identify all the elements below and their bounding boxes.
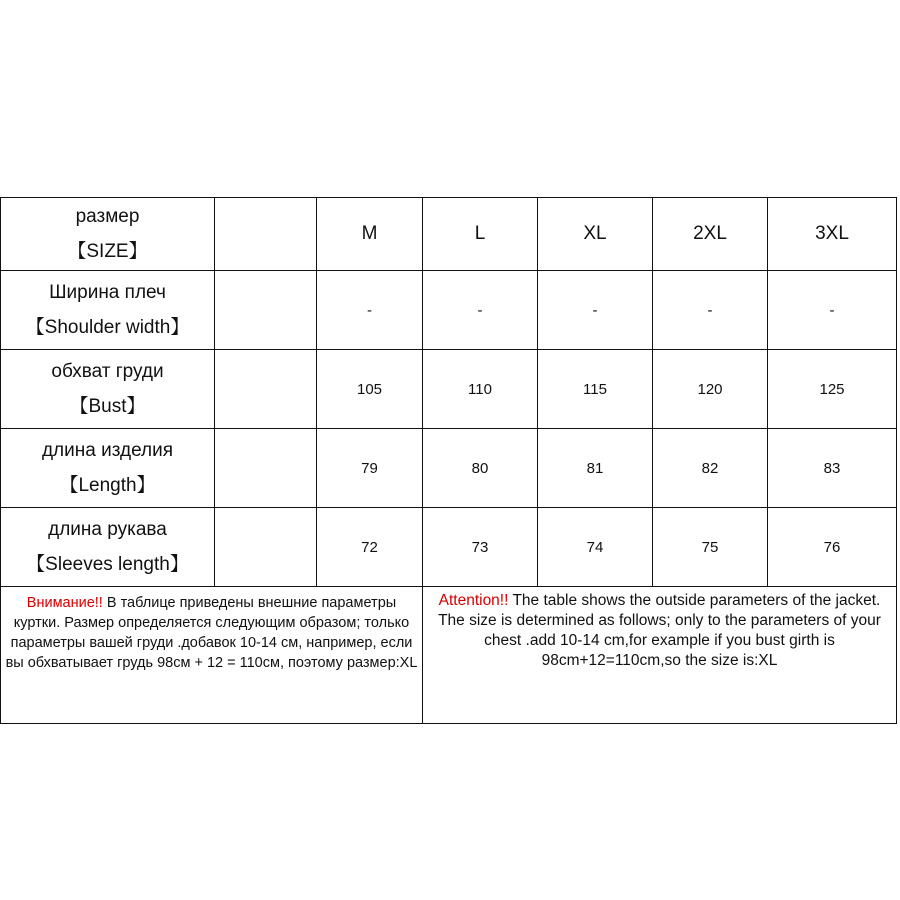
row-label-en: 【Shoulder width】	[25, 317, 190, 338]
cell-value: 120	[653, 350, 768, 429]
table-row-bust	[1, 350, 897, 429]
row-label-en: 【Length】	[59, 475, 156, 496]
table-row-sleeves	[1, 508, 897, 587]
row-label-ru: Ширина плеч	[49, 282, 166, 303]
cell-value: 125	[768, 350, 897, 429]
row-label	[1, 508, 215, 587]
cell-value: 76	[768, 508, 897, 587]
cell-value: 73	[423, 508, 538, 587]
row-label-en: 【Bust】	[69, 396, 146, 417]
row-label	[1, 271, 215, 350]
size-l: L	[423, 198, 538, 271]
size-label-cell	[1, 198, 215, 271]
note-russian-warning: Внимание!!	[26, 595, 103, 611]
cell-value: -	[538, 271, 653, 350]
size-label-ru: размер	[75, 206, 140, 227]
empty-cell	[215, 271, 317, 350]
row-label-en: 【Sleeves length】	[26, 554, 189, 575]
cell-value: 81	[538, 429, 653, 508]
cell-value: 83	[768, 429, 897, 508]
note-russian-body: В таблице приведены внешние параметры куртки. Размер определяется следующим образом; только параметры вашей груди .добавок 10-14 см, например, если вы обхватывает грудь 98см + 12 = 110см, поэтому размер:XL	[5, 595, 418, 671]
size-m: M	[317, 198, 423, 271]
cell-value: 79	[317, 429, 423, 508]
cell-value: 74	[538, 508, 653, 587]
size-header-row	[1, 198, 897, 271]
note-english-body: The table shows the outside parameters of the jacket. The size is determined as follows; only to the parameters of your chest .add 10-14 cm,for example if you bust girth is 98cm+12=110cm,so the size is:XL	[438, 592, 881, 669]
empty-cell	[215, 198, 317, 271]
cell-value: 110	[423, 350, 538, 429]
table-row-length	[1, 429, 897, 508]
cell-value: 105	[317, 350, 423, 429]
size-2xl: 2XL	[653, 198, 768, 271]
size-label-en: 【SIZE】	[67, 241, 148, 262]
cell-value: -	[653, 271, 768, 350]
row-label	[1, 350, 215, 429]
note-english	[423, 587, 897, 724]
notes-row	[1, 587, 897, 724]
cell-value: 82	[653, 429, 768, 508]
cell-value: 80	[423, 429, 538, 508]
size-xl: XL	[538, 198, 653, 271]
size-3xl: 3XL	[768, 198, 897, 271]
empty-cell	[215, 429, 317, 508]
size-chart-table	[0, 197, 897, 724]
row-label-ru: длина изделия	[41, 440, 174, 461]
row-label	[1, 429, 215, 508]
row-label-ru: обхват груди	[51, 361, 164, 382]
note-english-text	[423, 591, 896, 671]
empty-cell	[215, 508, 317, 587]
row-label-ru: длина рукава	[48, 519, 167, 540]
cell-value: 115	[538, 350, 653, 429]
cell-value: -	[423, 271, 538, 350]
cell-value: 75	[653, 508, 768, 587]
cell-value: -	[317, 271, 423, 350]
empty-cell	[215, 350, 317, 429]
note-english-warning: Attention!!	[438, 592, 509, 609]
note-russian	[1, 587, 423, 724]
table-row-shoulder	[1, 271, 897, 350]
cell-value: -	[768, 271, 897, 350]
note-russian-text	[1, 593, 422, 673]
cell-value: 72	[317, 508, 423, 587]
